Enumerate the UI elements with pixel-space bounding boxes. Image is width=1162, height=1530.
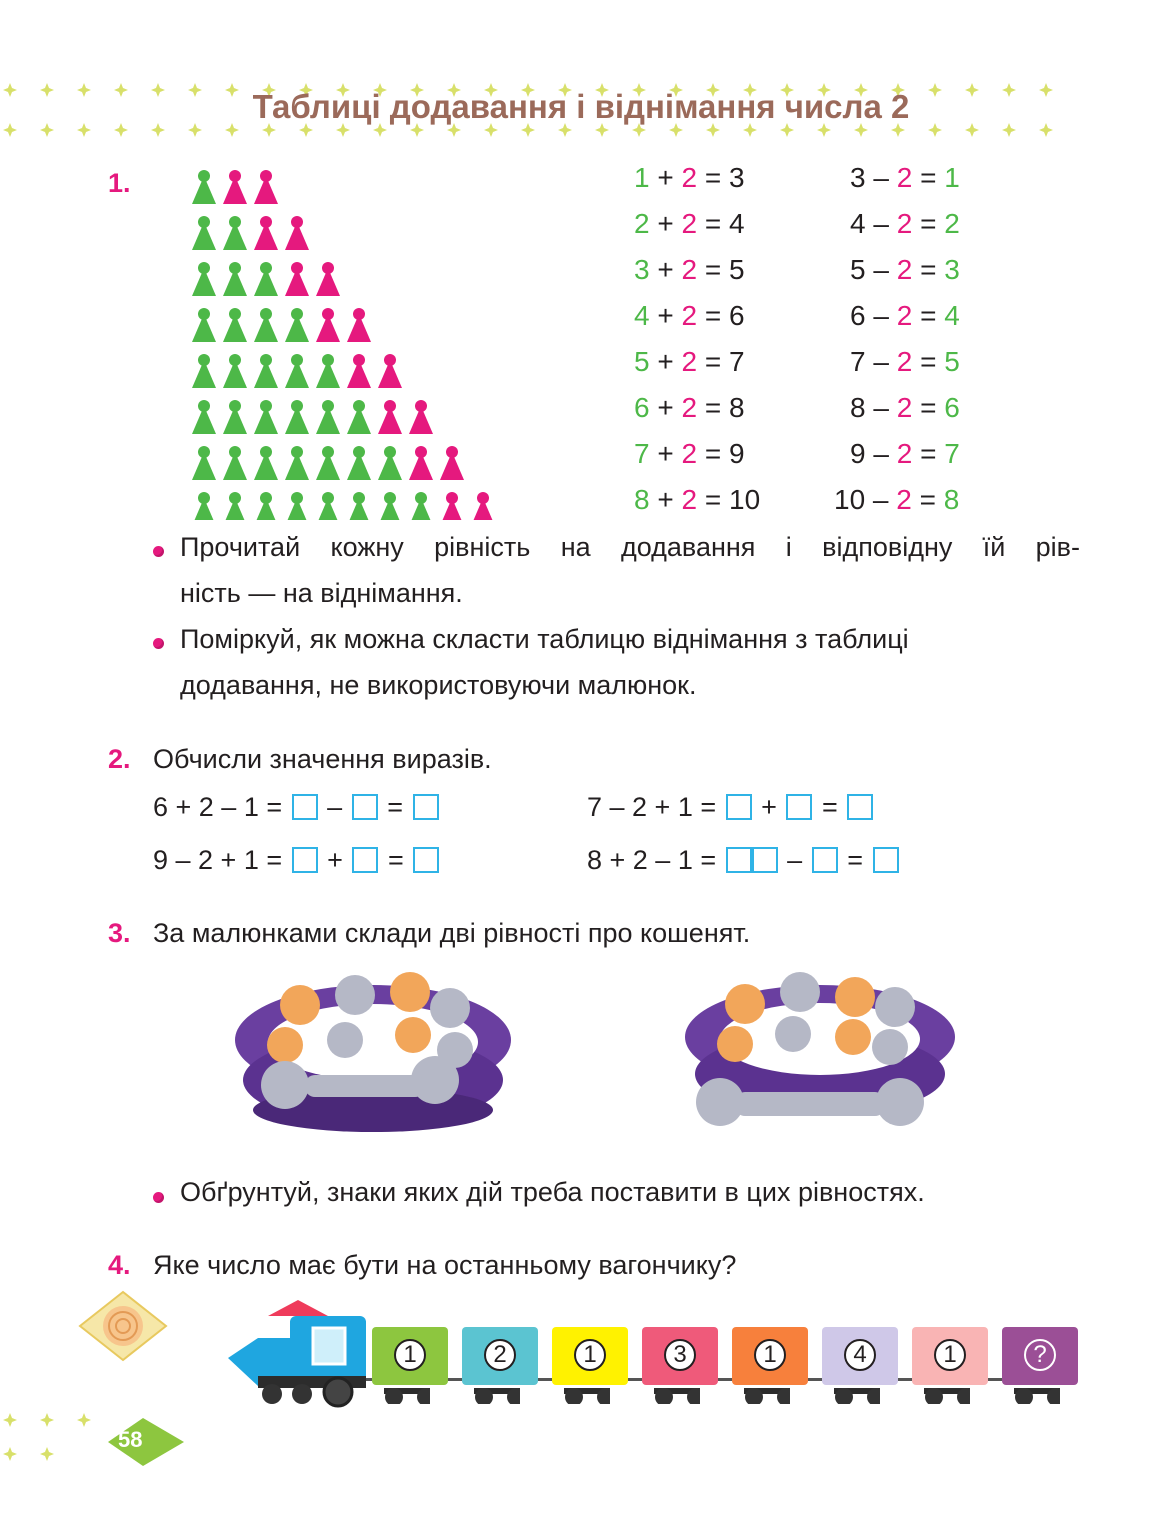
result: 9 (729, 438, 745, 469)
answer-box[interactable] (292, 794, 318, 820)
wagon-wheels (460, 1384, 520, 1404)
operand: 3 (850, 162, 866, 193)
pink-pawn (316, 308, 340, 342)
wagon-number: 4 (844, 1339, 876, 1371)
operand: 2 (681, 254, 698, 285)
decorative-diamond-icon (78, 1290, 168, 1362)
subtraction-equation: 7 – 2 = 5 (850, 346, 960, 377)
green-pawn (223, 400, 247, 434)
operand: 2 (681, 346, 698, 377)
green-pawn (223, 216, 247, 250)
answer-box[interactable] (847, 794, 873, 820)
expression-1-text: 6 + 2 – 1 = (153, 792, 283, 822)
addition-equation: 3 + 2 = 5 (634, 254, 745, 285)
pink-pawn (440, 446, 464, 480)
pink-pawn (285, 216, 309, 250)
expression-1 (153, 792, 441, 823)
green-pawn (192, 400, 216, 434)
operand: 8 (850, 392, 866, 423)
result: 4 (729, 208, 745, 239)
pink-pawn (440, 492, 464, 520)
task2-number: 2. (108, 744, 131, 774)
wagon-wheels (730, 1384, 790, 1404)
green-pawn (316, 446, 340, 480)
addition-equation: 8 + 2 = 10 (634, 484, 761, 515)
result: 10 (729, 484, 761, 515)
green-pawn (192, 216, 216, 250)
operand: 2 (681, 438, 698, 469)
decorative-stars-bottom (0, 1410, 100, 1470)
green-pawn (285, 446, 309, 480)
green-pawn (254, 446, 278, 480)
green-pawn (285, 400, 309, 434)
star-icon (77, 1413, 91, 1427)
wagon-number: 1 (934, 1339, 966, 1371)
wagon-number: 1 (394, 1339, 426, 1371)
train-wagon (1002, 1327, 1078, 1385)
answer-box[interactable] (726, 847, 752, 873)
operator: = (387, 792, 403, 822)
operand: 2 (681, 162, 698, 193)
task4-text: Яке число має бути на останньому вагончику? (153, 1250, 737, 1280)
answer-box[interactable] (726, 794, 752, 820)
result: 8 (943, 484, 960, 515)
subtraction-equation: 9 – 2 = 7 (850, 438, 960, 469)
operand: 2 (681, 484, 698, 515)
green-pawn (254, 400, 278, 434)
train-wagon (552, 1327, 628, 1385)
pink-pawn (378, 400, 402, 434)
task1-bullet1-line1: Прочитай кожну рівність на додавання і відповідну їй рів- (180, 532, 1080, 562)
pink-pawn (409, 400, 433, 434)
expression-3 (153, 845, 441, 876)
addition-equation: 6 + 2 = 8 (634, 392, 745, 423)
addition-equation: 5 + 2 = 7 (634, 346, 745, 377)
operand: 4 (850, 208, 866, 239)
operand: 3 (634, 254, 650, 285)
result: 2 (944, 208, 960, 239)
unknown-wagon-number: ? (1024, 1339, 1056, 1371)
green-pawn (192, 308, 216, 342)
answer-box[interactable] (786, 794, 812, 820)
task1-bullet1-line2: ність — на віднімання. (180, 578, 463, 608)
bullet-icon (153, 638, 164, 649)
train-wagon (642, 1327, 718, 1385)
operand: 2 (896, 208, 913, 239)
operator: – (327, 792, 343, 822)
operand: 7 (634, 438, 650, 469)
wagon-number: 2 (484, 1339, 516, 1371)
result: 5 (944, 346, 960, 377)
train-wagon (822, 1327, 898, 1385)
pink-pawn (254, 216, 278, 250)
operand: 4 (634, 300, 650, 331)
task3-bullet: Обґрунтуй, знаки яких дій треба поставити в цих рівностях. (180, 1177, 925, 1207)
green-pawn (285, 308, 309, 342)
train-wagon (912, 1327, 988, 1385)
star-icon (40, 1447, 54, 1461)
green-pawn (223, 308, 247, 342)
result: 4 (944, 300, 960, 331)
operand: 2 (896, 346, 913, 377)
operator: = (821, 792, 838, 822)
green-pawn (223, 354, 247, 388)
operand: 9 (850, 438, 866, 469)
pink-pawn (254, 170, 278, 204)
subtraction-equation: 4 – 2 = 2 (850, 208, 960, 239)
operator: + (761, 792, 777, 822)
pink-pawn (471, 492, 495, 520)
subtraction-equation: 6 – 2 = 4 (850, 300, 960, 331)
operator: = (387, 845, 404, 875)
operand: 2 (896, 300, 913, 331)
answer-box[interactable] (352, 794, 378, 820)
task1-number: 1. (108, 168, 131, 198)
operand: 8 (634, 484, 650, 515)
subtraction-equation: 10 – 2 = 8 (834, 484, 960, 515)
expression-3-text: 9 – 2 + 1 = (153, 845, 283, 875)
operand: 2 (681, 300, 698, 331)
green-pawn (192, 354, 216, 388)
green-pawn (378, 492, 402, 520)
star-icon (40, 1413, 54, 1427)
green-pawn (223, 446, 247, 480)
result: 6 (729, 300, 745, 331)
green-pawn (285, 492, 309, 520)
operator: + (327, 845, 343, 875)
result: 3 (729, 162, 745, 193)
answer-box[interactable] (812, 847, 838, 873)
operand: 5 (850, 254, 866, 285)
operand: 7 (850, 346, 866, 377)
operand: 2 (896, 484, 912, 515)
green-pawn (409, 492, 433, 520)
expression-4-text: 8 + 2 – 1 = (587, 845, 717, 875)
wagon-wheels (1000, 1384, 1060, 1404)
green-pawn (254, 492, 278, 520)
operand: 2 (896, 392, 913, 423)
answer-box[interactable] (413, 847, 439, 873)
page-number-badge (98, 1412, 188, 1472)
answer-box[interactable] (413, 794, 439, 820)
addition-equation: 1 + 2 = 3 (634, 162, 745, 193)
result: 6 (944, 392, 960, 423)
wagon-wheels (370, 1384, 430, 1404)
train-locomotive (228, 1298, 368, 1410)
answer-box[interactable] (752, 847, 778, 873)
operand: 6 (634, 392, 650, 423)
train-wagon (372, 1327, 448, 1385)
star-icon (3, 1447, 17, 1461)
expression-2 (587, 792, 875, 823)
wagon-wheels (640, 1384, 700, 1404)
result: 7 (729, 346, 745, 377)
green-pawn (254, 262, 278, 296)
subtraction-equation: 5 – 2 = 3 (850, 254, 960, 285)
expression-2-text: 7 – 2 + 1 = (587, 792, 717, 822)
operand: 2 (681, 392, 698, 423)
subtraction-equation: 8 – 2 = 6 (850, 392, 960, 423)
result: 5 (729, 254, 745, 285)
pawn-triangle-illustration (185, 160, 515, 520)
task1-bullet2-line2: додавання, не використовуючи малюнок. (180, 670, 697, 700)
pink-pawn (347, 354, 371, 388)
green-pawn (316, 492, 340, 520)
wagon-number: 3 (664, 1339, 696, 1371)
green-pawn (316, 354, 340, 388)
result: 1 (944, 162, 960, 193)
task3-number: 3. (108, 918, 131, 948)
expression-4 (587, 845, 901, 876)
operator: = (847, 845, 863, 875)
green-pawn (378, 446, 402, 480)
task1-bullet2-line1: Поміркуй, як можна скласти таблицю віднімання з таблиці (180, 624, 909, 654)
kittens-basket-illustration-right (675, 962, 965, 1172)
answer-box[interactable] (873, 847, 899, 873)
operator: – (787, 845, 803, 875)
operand: 6 (850, 300, 866, 331)
operand: 2 (634, 208, 650, 239)
result: 7 (944, 438, 960, 469)
green-pawn (192, 170, 216, 204)
result: 3 (944, 254, 960, 285)
green-pawn (347, 400, 371, 434)
task4-number: 4. (108, 1250, 131, 1280)
operand: 2 (896, 254, 913, 285)
operand: 2 (896, 438, 913, 469)
result: 8 (729, 392, 745, 423)
train-wagon (462, 1327, 538, 1385)
pink-pawn (409, 446, 433, 480)
green-pawn (223, 492, 247, 520)
star-icon (3, 1413, 17, 1427)
bullet-icon (153, 1192, 164, 1203)
operand: 2 (896, 162, 913, 193)
green-pawn (254, 308, 278, 342)
addition-equation: 7 + 2 = 9 (634, 438, 745, 469)
subtraction-equation: 3 – 2 = 1 (850, 162, 960, 193)
green-pawn (347, 492, 371, 520)
green-pawn (192, 446, 216, 480)
green-pawn (223, 262, 247, 296)
green-pawn (347, 446, 371, 480)
pink-pawn (223, 170, 247, 204)
addition-equation: 2 + 2 = 4 (634, 208, 745, 239)
addition-equation: 4 + 2 = 6 (634, 300, 745, 331)
pink-pawn (285, 262, 309, 296)
pink-pawn (378, 354, 402, 388)
wagon-number: 1 (574, 1339, 606, 1371)
operand: 10 (834, 484, 866, 515)
page-number: 58 (118, 1427, 143, 1452)
green-pawn (192, 492, 216, 520)
wagon-number: 1 (754, 1339, 786, 1371)
wagon-wheels (910, 1384, 970, 1404)
wagon-wheels (820, 1384, 880, 1404)
operand: 5 (634, 346, 650, 377)
wagon-wheels (550, 1384, 610, 1404)
operand: 2 (681, 208, 698, 239)
answer-box[interactable] (352, 847, 378, 873)
task2-text: Обчисли значення виразів. (153, 744, 492, 774)
answer-box[interactable] (292, 847, 318, 873)
page-title: Таблиці додавання і віднімання числа 2 (252, 88, 910, 125)
green-pawn (285, 354, 309, 388)
green-pawn (254, 354, 278, 388)
pink-pawn (347, 308, 371, 342)
pink-pawn (316, 262, 340, 296)
task3-text: За малюнками склади дві рівності про кошенят. (153, 918, 751, 948)
kittens-basket-illustration-left (225, 960, 525, 1170)
green-pawn (316, 400, 340, 434)
operand: 1 (634, 162, 650, 193)
bullet-icon (153, 546, 164, 557)
green-pawn (192, 262, 216, 296)
train-wagon (732, 1327, 808, 1385)
